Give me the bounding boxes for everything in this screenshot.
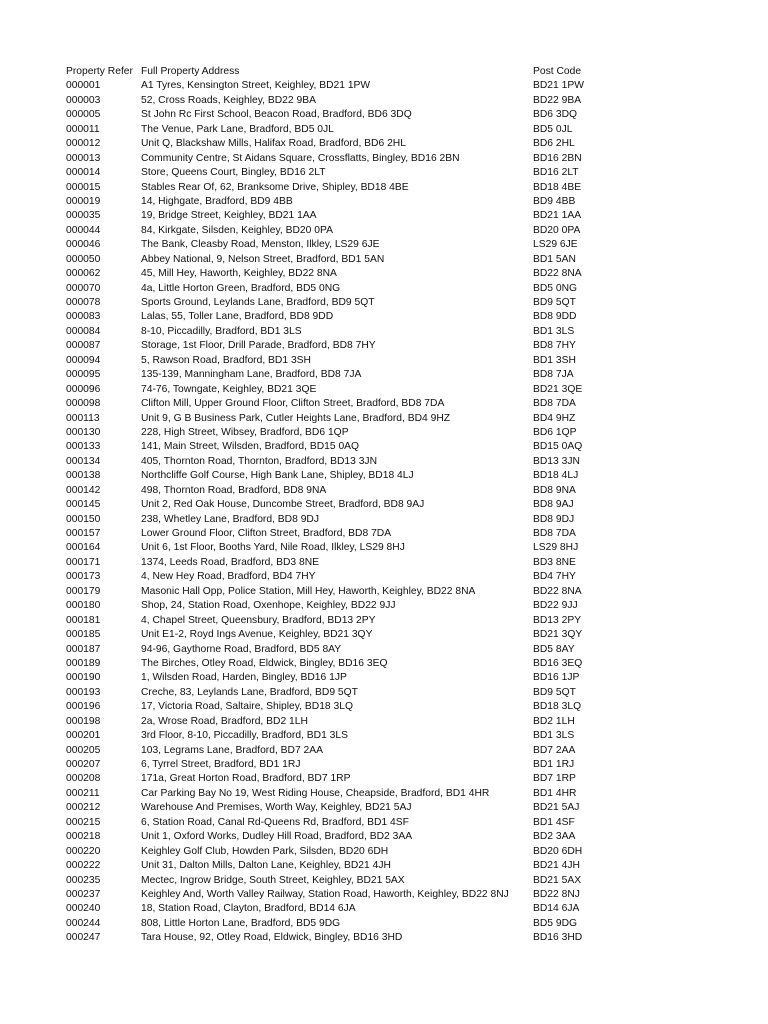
post-code-cell: BD13 3JN [533, 455, 580, 467]
address-cell: Unit Q, Blackshaw Mills, Halifax Road, Bradford, BD6 2HL [141, 138, 406, 150]
table-row [66, 628, 706, 642]
table-body [66, 79, 706, 945]
property-ref-cell: 000012 [66, 138, 101, 150]
post-code-cell: BD21 1AA [533, 210, 582, 222]
post-code-cell: BD1 4HR [533, 787, 577, 799]
post-code-cell: BD1 3LS [533, 325, 575, 337]
property-ref-cell: 000011 [66, 123, 100, 135]
address-cell: Stables Rear Of, 62, Branksome Drive, Shipley, BD18 4BE [141, 181, 409, 193]
property-ref-cell: 000196 [66, 701, 101, 713]
address-cell: 498, Thornton Road, Bradford, BD8 9NA [141, 484, 327, 496]
post-code-cell: BD14 6JA [533, 903, 580, 915]
post-code-cell: BD6 1QP [533, 426, 577, 438]
post-code-cell: BD22 8NA [533, 268, 582, 280]
address-cell: Lalas, 55, Toller Lane, Bradford, BD8 9DD [141, 311, 334, 323]
post-code-cell: BD21 3QY [533, 629, 583, 641]
post-code-cell: LS29 8HJ [533, 542, 579, 554]
address-cell: 4, New Hey Road, Bradford, BD4 7HY [141, 571, 316, 583]
property-ref-cell: 000212 [66, 802, 101, 814]
property-ref-cell: 000220 [66, 845, 101, 857]
table-row [66, 816, 706, 830]
post-code-cell: BD4 9HZ [533, 412, 576, 424]
table-row [66, 137, 706, 151]
property-ref-cell: 000134 [66, 455, 101, 467]
address-cell: Keighley And, Worth Valley Railway, Station Road, Haworth, Keighley, BD22 8NJ [141, 888, 509, 900]
property-ref-cell: 000145 [66, 499, 101, 511]
table-row [66, 744, 706, 758]
table-row [66, 801, 706, 815]
property-ref-cell: 000181 [66, 614, 101, 626]
table-row [66, 570, 706, 584]
address-cell: 238, Whetley Lane, Bradford, BD8 9DJ [141, 513, 320, 525]
post-code-cell: BD18 4LJ [533, 470, 579, 482]
post-code-cell: BD2 3AA [533, 831, 576, 843]
table-row [66, 874, 706, 888]
post-code-cell: BD18 4BE [533, 181, 582, 193]
property-ref-cell: 000190 [66, 672, 101, 684]
post-code-cell: BD7 2AA [533, 744, 576, 756]
property-ref-cell: 000094 [66, 354, 101, 366]
address-cell: 2a, Wrose Road, Bradford, BD2 1LH [141, 715, 308, 727]
table-row [66, 152, 706, 166]
address-cell: 5, Rawson Road, Bradford, BD1 3SH [141, 354, 311, 366]
property-ref-cell: 000247 [66, 932, 101, 944]
address-cell: Car Parking Bay No 19, West Riding House, Cheapside, Bradford, BD1 4HR [141, 787, 490, 799]
table-row [66, 917, 706, 931]
property-ref-cell: 000211 [66, 787, 100, 799]
property-ref-cell: 000157 [66, 528, 101, 539]
address-cell: Unit 31, Dalton Mills, Dalton Lane, Keighley, BD21 4JH [141, 860, 391, 872]
address-cell: 135-139, Manningham Lane, Bradford, BD8 7JA [141, 369, 362, 381]
post-code-cell: BD5 0NG [533, 282, 578, 294]
property-ref-cell: 000095 [66, 369, 101, 381]
property-ref-cell: 000244 [66, 917, 101, 929]
property-ref-cell: 000019 [66, 195, 101, 207]
address-cell: 405, Thornton Road, Thornton, Bradford, BD13 3JN [141, 455, 378, 467]
property-ref-cell: 000113 [66, 412, 100, 424]
table-row [66, 830, 706, 844]
table-row [66, 282, 706, 296]
post-code-cell: BD1 3LS [533, 730, 575, 742]
table-row [66, 238, 706, 252]
table-row [66, 513, 706, 527]
table-row [66, 79, 706, 93]
table-row [66, 224, 706, 238]
table-header-row [66, 65, 706, 79]
post-code-cell: BD15 0AQ [533, 441, 583, 453]
address-cell: Warehouse And Premises, Worth Way, Keighley, BD21 5AJ [141, 802, 412, 814]
table-row [66, 253, 706, 267]
post-code-cell: BD5 8AY [533, 643, 575, 655]
post-code-cell: BD16 1JP [533, 672, 580, 684]
header-post-code: Post Code [533, 66, 582, 77]
address-cell: 17, Victoria Road, Saltaire, Shipley, BD18 3LQ [141, 701, 353, 713]
address-cell: 4a, Little Horton Green, Bradford, BD5 0NG [141, 282, 341, 294]
address-cell: Shop, 24, Station Road, Oxenhope, Keighley, BD22 9JJ [141, 600, 396, 612]
property-ref-cell: 000015 [66, 181, 101, 193]
address-cell: Creche, 83, Leylands Lane, Bradford, BD9 5QT [141, 686, 358, 698]
table-row [66, 729, 706, 743]
property-ref-cell: 000087 [66, 340, 101, 352]
address-cell: Unit 9, G B Business Park, Cutler Heights Lane, Bradford, BD4 9HZ [141, 412, 451, 424]
property-ref-cell: 000070 [66, 282, 101, 294]
property-ref-cell: 000138 [66, 470, 101, 482]
property-ref-cell: 000013 [66, 152, 101, 164]
address-cell: The Venue, Park Lane, Bradford, BD5 0JL [141, 123, 334, 135]
table-row [66, 339, 706, 353]
property-ref-cell: 000078 [66, 297, 101, 308]
address-cell: St John Rc First School, Beacon Road, Bradford, BD6 3DQ [141, 109, 412, 121]
table-row [66, 527, 706, 541]
table-row [66, 368, 706, 382]
post-code-cell: BD20 0PA [533, 224, 581, 236]
table-row [66, 541, 706, 555]
table-row [66, 614, 706, 628]
property-ref-cell: 000193 [66, 686, 101, 698]
property-ref-cell: 000098 [66, 398, 101, 410]
property-ref-cell: 000215 [66, 816, 101, 828]
table-row [66, 108, 706, 122]
address-cell: 8-10, Piccadilly, Bradford, BD1 3LS [141, 325, 302, 337]
table-row [66, 931, 706, 945]
post-code-cell: BD8 7JA [533, 369, 574, 381]
table-row [66, 758, 706, 772]
address-cell: 45, Mill Hey, Haworth, Keighley, BD22 8NA [141, 268, 337, 280]
post-code-cell: BD8 9AJ [533, 499, 574, 511]
address-cell: Lower Ground Floor, Clifton Street, Bradford, BD8 7DA [141, 528, 392, 539]
address-cell: Sports Ground, Leylands Lane, Bradford, BD9 5QT [141, 297, 375, 308]
table-row [66, 859, 706, 873]
table-row [66, 426, 706, 440]
table-row [66, 484, 706, 498]
table-row [66, 845, 706, 859]
post-code-cell: BD21 3QE [533, 383, 583, 395]
post-code-cell: BD20 6DH [533, 845, 583, 857]
post-code-cell: BD1 1RJ [533, 759, 575, 770]
post-code-cell: BD22 8NA [533, 585, 582, 597]
address-cell: 6, Tyrrel Street, Bradford, BD1 1RJ [141, 759, 301, 770]
address-cell: Northcliffe Golf Course, High Bank Lane, Shipley, BD18 4LJ [141, 470, 414, 482]
post-code-cell: BD21 1PW [533, 80, 584, 92]
address-cell: 3rd Floor, 8-10, Piccadilly, Bradford, BD1 3LS [141, 730, 348, 742]
property-ref-cell: 000235 [66, 874, 101, 886]
post-code-cell: BD21 5AX [533, 874, 582, 886]
table-row [66, 166, 706, 180]
address-cell: 52, Cross Roads, Keighley, BD22 9BA [141, 94, 316, 106]
address-cell: 74-76, Towngate, Keighley, BD21 3QE [141, 383, 317, 395]
post-code-cell: BD21 4JH [533, 860, 580, 872]
post-code-cell: BD2 1LH [533, 715, 575, 727]
post-code-cell: BD22 9BA [533, 94, 582, 106]
property-ref-cell: 000130 [66, 426, 101, 438]
address-cell: The Bank, Cleasby Road, Menston, Ilkley, LS29 6JE [141, 239, 380, 251]
post-code-cell: BD8 7HY [533, 340, 576, 352]
property-ref-cell: 000164 [66, 542, 101, 554]
table-row [66, 209, 706, 223]
table-row [66, 700, 706, 714]
table-row [66, 383, 706, 397]
address-cell: 141, Main Street, Wilsden, Bradford, BD15 0AQ [141, 441, 360, 453]
table-row [66, 902, 706, 916]
property-ref-cell: 000001 [66, 80, 101, 92]
property-ref-cell: 000205 [66, 744, 101, 756]
address-cell: The Birches, Otley Road, Eldwick, Bingley, BD16 3EQ [141, 657, 388, 669]
property-ref-cell: 000044 [66, 224, 101, 236]
table-row [66, 440, 706, 454]
property-ref-cell: 000062 [66, 268, 101, 280]
address-cell: 94-96, Gaythorne Road, Bradford, BD5 8AY [141, 643, 342, 655]
property-ref-cell: 000003 [66, 94, 101, 106]
post-code-cell: BD16 2LT [533, 167, 579, 179]
table-row [66, 715, 706, 729]
address-cell: Community Centre, St Aidans Square, Crossflatts, Bingley, BD16 2BN [141, 152, 460, 164]
property-ref-cell: 000171 [66, 556, 101, 568]
address-cell: 1, Wilsden Road, Harden, Bingley, BD16 1JP [141, 672, 347, 684]
address-cell: Unit 2, Red Oak House, Duncombe Street, Bradford, BD8 9AJ [141, 499, 425, 511]
post-code-cell: BD1 5AN [533, 253, 576, 265]
table-row [66, 310, 706, 324]
post-code-cell: LS29 6JE [533, 239, 578, 251]
address-cell: 84, Kirkgate, Silsden, Keighley, BD20 0PA [141, 224, 333, 236]
table-row [66, 585, 706, 599]
property-ref-cell: 000133 [66, 441, 101, 453]
address-cell: Unit 6, 1st Floor, Booths Yard, Nile Road, Ilkley, LS29 8HJ [141, 542, 405, 554]
property-ref-cell: 000189 [66, 657, 101, 669]
property-ref-cell: 000083 [66, 311, 101, 323]
property-table [66, 65, 706, 946]
table-row [66, 686, 706, 700]
address-cell: 19, Bridge Street, Keighley, BD21 1AA [141, 210, 317, 222]
table-row [66, 671, 706, 685]
property-ref-cell: 000150 [66, 513, 101, 525]
property-ref-cell: 000046 [66, 239, 101, 251]
post-code-cell: BD6 2HL [533, 138, 575, 150]
post-code-cell: BD18 3LQ [533, 701, 582, 713]
post-code-cell: BD16 3HD [533, 932, 583, 944]
property-ref-cell: 000173 [66, 571, 101, 583]
table-row [66, 354, 706, 368]
table-row [66, 123, 706, 137]
address-cell: Store, Queens Court, Bingley, BD16 2LT [141, 167, 326, 179]
table-row [66, 325, 706, 339]
property-ref-cell: 000185 [66, 629, 101, 641]
property-ref-cell: 000201 [66, 730, 101, 742]
post-code-cell: BD9 5QT [533, 686, 576, 698]
table-row [66, 412, 706, 426]
property-ref-cell: 000050 [66, 253, 101, 265]
post-code-cell: BD21 5AJ [533, 802, 580, 814]
address-cell: Abbey National, 9, Nelson Street, Bradford, BD1 5AN [141, 253, 385, 265]
property-ref-cell: 000218 [66, 831, 101, 843]
property-ref-cell: 000207 [66, 759, 101, 770]
property-ref-cell: 000237 [66, 888, 101, 900]
table-row [66, 397, 706, 411]
address-cell: 103, Legrams Lane, Bradford, BD7 2AA [141, 744, 324, 756]
address-cell: 808, Little Horton Lane, Bradford, BD5 9DG [141, 917, 341, 929]
post-code-cell: BD9 4BB [533, 195, 576, 207]
property-ref-cell: 000222 [66, 860, 101, 872]
property-ref-cell: 000014 [66, 167, 101, 179]
property-ref-cell: 000142 [66, 484, 101, 496]
post-code-cell: BD3 8NE [533, 556, 576, 568]
address-cell: 1374, Leeds Road, Bradford, BD3 8NE [141, 556, 320, 568]
property-ref-cell: 000208 [66, 773, 101, 785]
address-cell: 18, Station Road, Clayton, Bradford, BD14 6JA [141, 903, 356, 915]
post-code-cell: BD4 7HY [533, 571, 576, 583]
table-row [66, 455, 706, 469]
property-ref-cell: 000084 [66, 325, 101, 337]
property-ref-cell: 000187 [66, 643, 101, 655]
property-ref-cell: 000096 [66, 383, 101, 395]
address-cell: 14, Highgate, Bradford, BD9 4BB [141, 195, 293, 207]
post-code-cell: BD8 7DA [533, 398, 576, 410]
post-code-cell: BD1 3SH [533, 354, 576, 366]
address-cell: Keighley Golf Club, Howden Park, Silsden, BD20 6DH [141, 845, 389, 857]
header-full-address: Full Property Address [141, 66, 240, 77]
post-code-cell: BD13 2PY [533, 614, 582, 626]
post-code-cell: BD8 7DA [533, 528, 576, 539]
address-cell: 171a, Great Horton Road, Bradford, BD7 1RP [141, 773, 351, 785]
post-code-cell: BD22 8NJ [533, 888, 580, 900]
post-code-cell: BD5 0JL [533, 123, 573, 135]
post-code-cell: BD16 3EQ [533, 657, 583, 669]
property-ref-cell: 000179 [66, 585, 101, 597]
table-row [66, 469, 706, 483]
address-cell: Tara House, 92, Otley Road, Eldwick, Bingley, BD16 3HD [141, 932, 403, 944]
address-cell: Unit 1, Oxford Works, Dudley Hill Road, Bradford, BD2 3AA [141, 831, 413, 843]
address-cell: A1 Tyres, Kensington Street, Keighley, BD21 1PW [141, 80, 371, 92]
address-cell: 6, Station Road, Canal Rd-Queens Rd, Bradford, BD1 4SF [141, 816, 409, 828]
post-code-cell: BD16 2BN [533, 152, 582, 164]
post-code-cell: BD8 9NA [533, 484, 576, 496]
table-row [66, 195, 706, 209]
property-ref-cell: 000198 [66, 715, 101, 727]
property-ref-cell: 000240 [66, 903, 101, 915]
table-row [66, 498, 706, 512]
address-cell: Masonic Hall Opp, Police Station, Mill Hey, Haworth, Keighley, BD22 8NA [141, 585, 476, 597]
table-row [66, 599, 706, 613]
table-row [66, 772, 706, 786]
post-code-cell: BD22 9JJ [533, 600, 578, 612]
header-property-ref: Property Refer [66, 66, 133, 77]
table-row [66, 267, 706, 281]
table-row [66, 181, 706, 195]
post-code-cell: BD7 1RP [533, 773, 576, 785]
post-code-cell: BD1 4SF [533, 816, 575, 828]
property-ref-cell: 000035 [66, 210, 101, 222]
post-code-cell: BD5 9DG [533, 917, 578, 929]
property-ref-cell: 000005 [66, 109, 101, 121]
address-cell: Unit E1-2, Royd Ings Avenue, Keighley, BD21 3QY [141, 629, 373, 641]
post-code-cell: BD8 9DJ [533, 513, 575, 525]
address-cell: 4, Chapel Street, Queensbury, Bradford, BD13 2PY [141, 614, 376, 626]
address-cell: 228, High Street, Wibsey, Bradford, BD6 1QP [141, 426, 349, 438]
post-code-cell: BD8 9DD [533, 311, 577, 323]
table-row [66, 657, 706, 671]
table-row [66, 888, 706, 902]
property-ref-cell: 000180 [66, 600, 101, 612]
post-code-cell: BD6 3DQ [533, 109, 578, 121]
table-row [66, 643, 706, 657]
post-code-cell: BD9 5QT [533, 297, 576, 308]
table-row [66, 556, 706, 570]
table-row [66, 296, 706, 310]
address-cell: Storage, 1st Floor, Drill Parade, Bradford, BD8 7HY [141, 340, 376, 352]
table-row [66, 787, 706, 801]
address-cell: Mectec, Ingrow Bridge, South Street, Keighley, BD21 5AX [141, 874, 405, 886]
address-cell: Clifton Mill, Upper Ground Floor, Clifton Street, Bradford, BD8 7DA [141, 398, 445, 410]
table-row [66, 94, 706, 108]
